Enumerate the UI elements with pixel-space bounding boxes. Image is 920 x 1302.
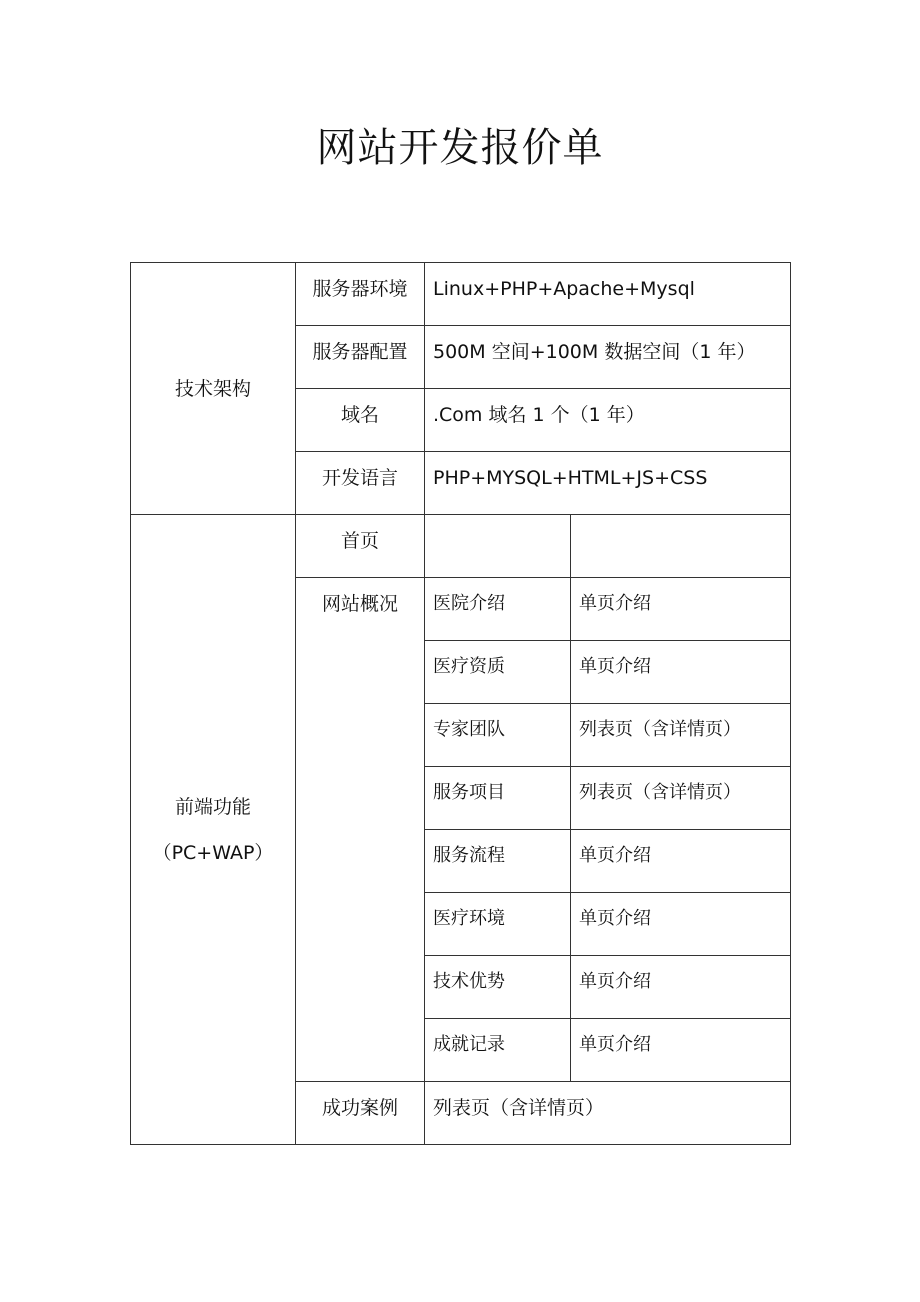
item-type: 单页介绍 bbox=[571, 641, 791, 704]
quote-table bbox=[130, 262, 791, 1145]
item-name: 服务流程 bbox=[425, 830, 571, 893]
item-name: 专家团队 bbox=[425, 704, 571, 767]
item-type: 列表页（含详情页） bbox=[571, 767, 791, 830]
row-label: 服务器配置 bbox=[296, 326, 425, 389]
row-label: 域名 bbox=[296, 389, 425, 452]
item-name: 医疗环境 bbox=[425, 893, 571, 956]
category-label: 前端功能 bbox=[174, 795, 251, 818]
item-name: 服务项目 bbox=[425, 767, 571, 830]
row-label-overview: 网站概况 bbox=[296, 578, 425, 1082]
category-sublabel: （PC+WAP） bbox=[152, 841, 274, 864]
table-row bbox=[131, 263, 791, 326]
row-label: 开发语言 bbox=[296, 452, 425, 515]
item-name: 医院介绍 bbox=[425, 578, 571, 641]
item-name: 医疗资质 bbox=[425, 641, 571, 704]
page-title: 网站开发报价单 bbox=[316, 125, 604, 171]
row-value: .Com 域名 1 个（1 年） bbox=[425, 389, 791, 452]
row-label-cases: 成功案例 bbox=[296, 1082, 425, 1145]
empty-cell bbox=[571, 515, 791, 578]
item-type: 单页介绍 bbox=[571, 956, 791, 1019]
empty-cell bbox=[425, 515, 571, 578]
item-name: 成就记录 bbox=[425, 1019, 571, 1082]
category-cell-frontend bbox=[131, 515, 296, 1145]
row-label-home: 首页 bbox=[296, 515, 425, 578]
item-type: 单页介绍 bbox=[571, 1019, 791, 1082]
item-name: 技术优势 bbox=[425, 956, 571, 1019]
category-cell-tech bbox=[131, 263, 296, 515]
row-value: 500M 空间+100M 数据空间（1 年） bbox=[425, 326, 791, 389]
item-type: 单页介绍 bbox=[571, 578, 791, 641]
item-type: 单页介绍 bbox=[571, 893, 791, 956]
row-value: Linux+PHP+Apache+Mysql bbox=[425, 263, 791, 326]
table-row bbox=[131, 515, 791, 578]
category-label: 技术架构 bbox=[174, 377, 251, 400]
row-value-cases: 列表页（含详情页） bbox=[425, 1082, 791, 1145]
item-type: 列表页（含详情页） bbox=[571, 704, 791, 767]
row-value: PHP+MYSQL+HTML+JS+CSS bbox=[425, 452, 791, 515]
item-type: 单页介绍 bbox=[571, 830, 791, 893]
row-label: 服务器环境 bbox=[296, 263, 425, 326]
